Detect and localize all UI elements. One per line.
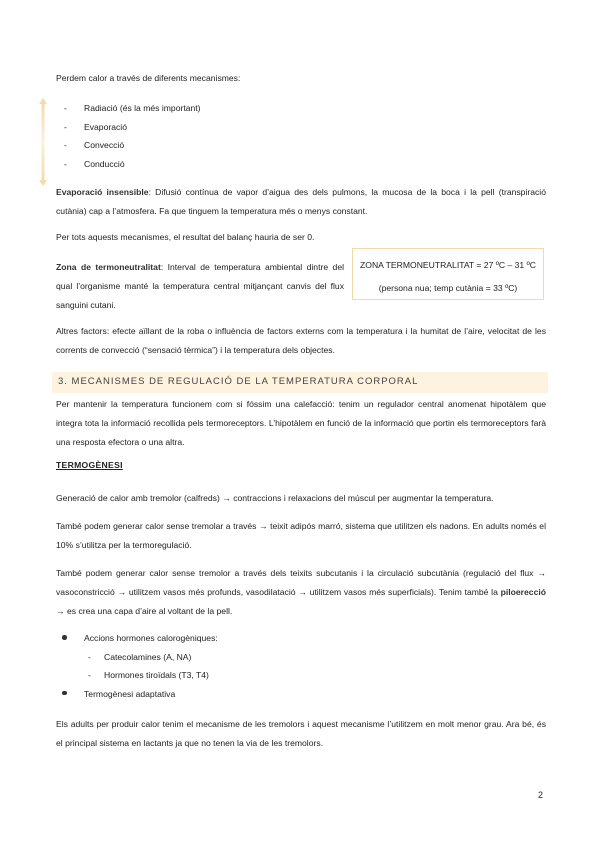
zone-note: (persona nua; temp cutània = 33 ºC) xyxy=(378,283,518,293)
list-item: - Conducció xyxy=(64,158,125,169)
list-item: Accions hormones calorogèniques: xyxy=(56,629,218,648)
intro-text: Perdem calor a través de diferents mecanismes: xyxy=(56,73,241,83)
section-intro-paragraph: Per mantenir la temperatura funcionem com si fóssim una calefacció: tenim un regulador central anomenat hipotàlem que integra tota la informació recollida pels termoreceptors. L’hipotàlem en funció de la informació que portin els termoreceptors farà una resposta efectora o una altra. xyxy=(56,399,546,447)
hormones-list xyxy=(56,629,218,703)
list-item: Termogènesi adaptativa xyxy=(56,685,218,704)
section-heading xyxy=(52,372,548,393)
list-item: - Hormones tiroïdals (T3, T4) xyxy=(88,670,209,680)
zone-term: Zona de termoneutralitat xyxy=(56,262,161,272)
piloerection-term: piloerecció xyxy=(500,587,546,597)
section-heading-text: 3. MECANISMES DE REGULACIÓ DE LA TEMPERATURA CORPORAL xyxy=(58,376,419,387)
mechanisms-list xyxy=(56,99,201,173)
evaporation-term: Evaporació insensible xyxy=(56,187,149,197)
double-arrow-icon xyxy=(39,98,47,186)
balance-paragraph: Per tots aquests mecanismes, el resultat del balanç hauria de ser 0. xyxy=(56,232,315,242)
zone-paragraph: Zona de termoneutralitat: Interval de temperatura ambiental dintre del qual l’organisme manté la temperatura central mitjançant canvis del flux sanguini cutani. xyxy=(56,262,345,310)
thermoneutral-zone-box xyxy=(352,248,544,300)
list-item: - Radiació (és la més important) xyxy=(64,103,201,113)
tremor-paragraph: Generació de calor amb tremolor (calfreds) → contraccions i relaxacions del múscul per augmentar la temperatura. xyxy=(56,493,494,503)
zone-range: ZONA TERMONEUTRALITAT = 27 ºC – 31 ºC xyxy=(360,260,536,270)
subcutaneous-paragraph: També podem generar calor sense tremolor a través dels teixits subcutanis i la circulació subcutània (regulació del flux → vasoconstricció → utilitzem vasos més profunds, vasodilatació → utilitzem vasos més superficials). Tenim també la piloerecció → es crea una capa d’aire al voltant de la pell. xyxy=(56,568,546,616)
evaporation-paragraph: Evaporació insensible: Difusió contínua de vapor d’aigua des dels pulmons, la mucosa de la boca i la pell (transpiració cutània) cap a l’atmosfera. Fa que tinguem la temperatura més o menys constant. xyxy=(56,187,546,216)
bullet-icon xyxy=(62,691,67,696)
list-item: - Evaporació xyxy=(64,121,127,132)
bullet-icon xyxy=(62,635,67,640)
page-number: 2 xyxy=(538,790,544,800)
list-item: - Catecolamines (A, NA) xyxy=(88,651,192,662)
list-item: - Convecció xyxy=(64,140,125,150)
other-factors-paragraph: Altres factors: efecte aïllant de la roba o influència de factors externs com la temperatura i la humitat de l’aire, velocitat de les corrents de convecció (“sensació tèrmica”) i la temperatura dels objectes. xyxy=(56,326,546,355)
brown-fat-paragraph: També podem generar calor sense tremolar a través → teixit adipós marró, sistema que utilitzen els nadons. En adults només el 10% s’utilitza per la termoregulació. xyxy=(56,521,546,550)
closing-paragraph: Els adults per produir calor tenim el mecanisme de les tremolors i aquest mecanisme l’utilitzem en molt menor grau. Ara bé, és el principal sistema en lactants ja que no tenen la via de les tremolors. xyxy=(56,719,546,748)
subheading: TERMOGÈNESI xyxy=(56,460,123,470)
